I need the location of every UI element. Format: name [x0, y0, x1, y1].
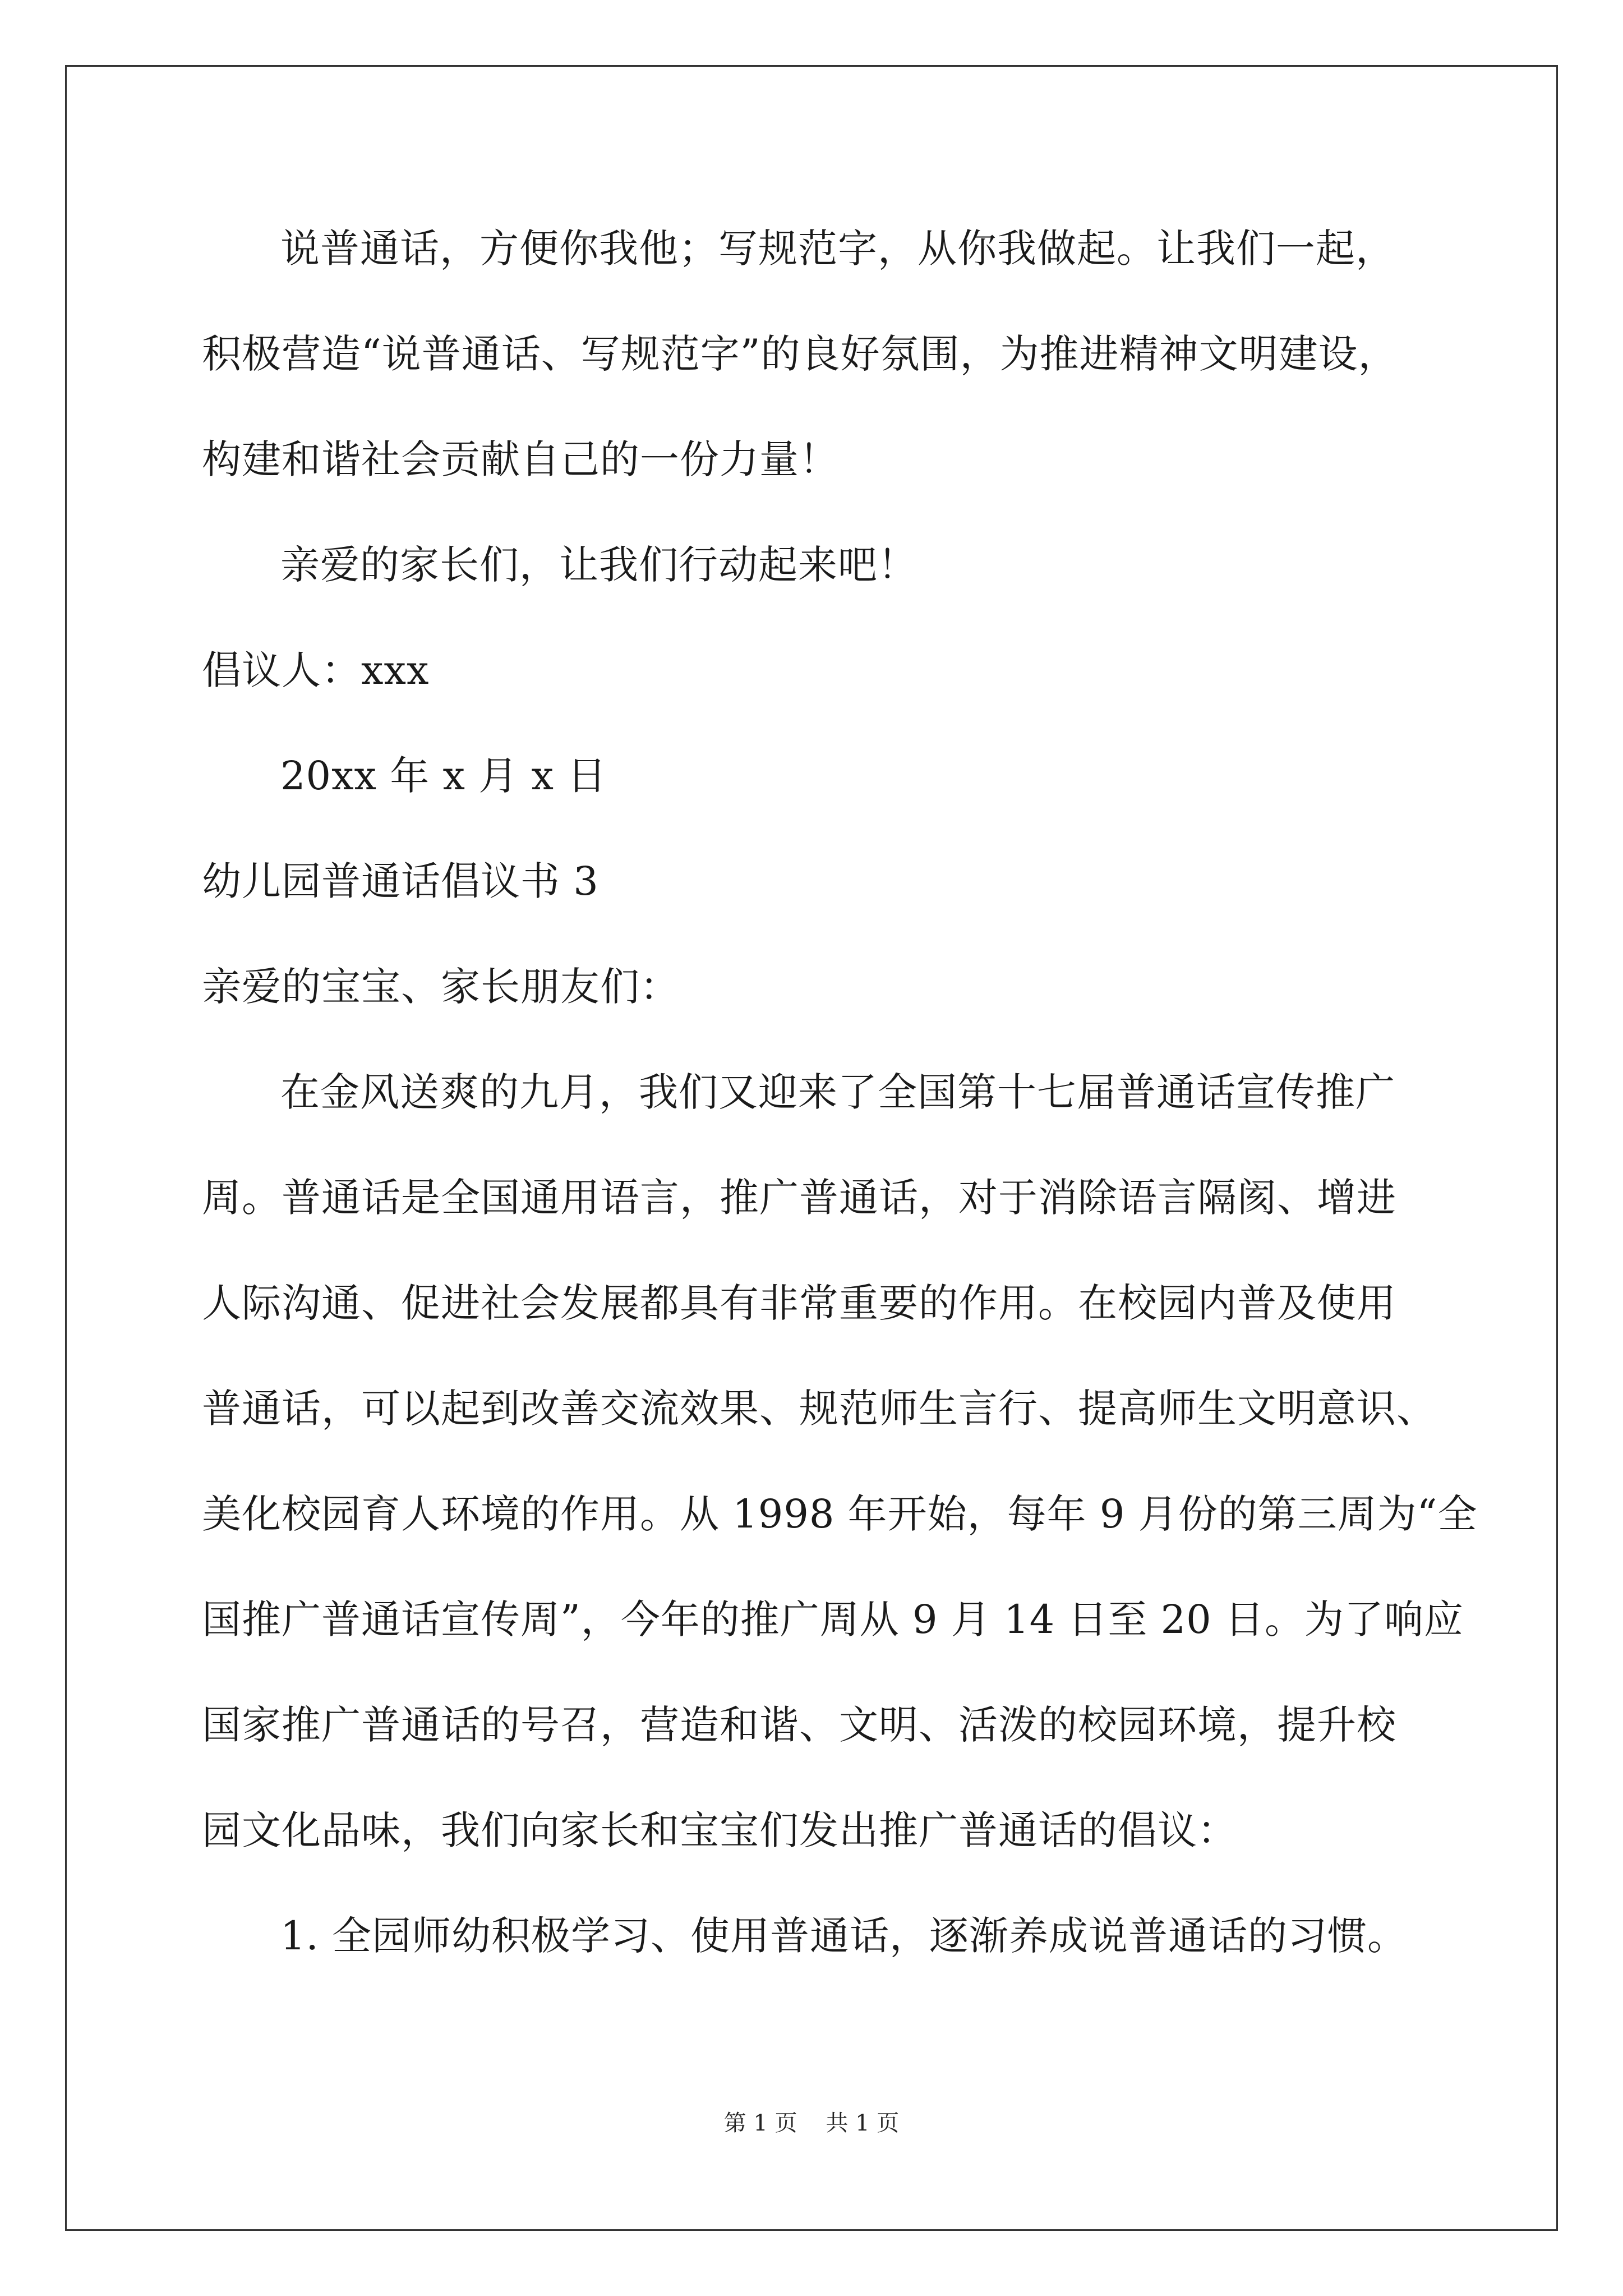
section-title: 幼儿园普通话倡议书 3	[202, 858, 599, 904]
paragraph-line: 构建和谐社会贡献自己的一份力量！	[202, 436, 839, 482]
paragraph-line: 人际沟通、促进社会发展都具有非常重要的作用。在校园内普及使用	[202, 1280, 1396, 1326]
signatory-line: 倡议人：xxx	[202, 647, 430, 693]
paragraph-line: 园文化品味，我们向家长和宝宝们发出推广普通话的倡议：	[202, 1807, 1237, 1853]
paragraph-line: 说普通话，方便你我他；写规范字，从你我做起。让我们一起，	[280, 226, 1395, 272]
paragraph-line: 美化校园育人环境的作用。从 1998 年开始，每年 9 月份的第三周为“全	[202, 1491, 1478, 1537]
list-item: 1. 全园师幼积极学习、使用普通话，逐渐养成说普通话的习惯。	[280, 1913, 1408, 1959]
date-line: 20xx 年 x 月 x 日	[280, 753, 607, 799]
page-number-footer: 第 1 页 共 1 页	[723, 2110, 900, 2136]
paragraph-line: 普通话，可以起到改善交流效果、规范师生言行、提高师生文明意识、	[202, 1386, 1436, 1432]
paragraph-line: 国推广普通话宣传周”，今年的推广周从 9 月 14 日至 20 日。为了响应	[202, 1596, 1464, 1642]
paragraph-line: 亲爱的家长们，让我们行动起来吧！	[280, 542, 917, 588]
salutation-line: 亲爱的宝宝、家长朋友们：	[202, 964, 680, 1010]
paragraph-line: 国家推广普通话的号召，营造和谐、文明、活泼的校园环境，提升校	[202, 1702, 1396, 1748]
paragraph-line: 在金风送爽的九月，我们又迎来了全国第十七届普通话宣传推广	[280, 1069, 1395, 1115]
paragraph-line: 积极营造“说普通话、写规范字”的良好氛围，为推进精神文明建设，	[202, 331, 1398, 377]
paragraph-line: 周。普通话是全国通用语言，推广普通话，对于消除语言隔阂、增进	[202, 1175, 1396, 1221]
page-border	[65, 65, 1558, 2231]
